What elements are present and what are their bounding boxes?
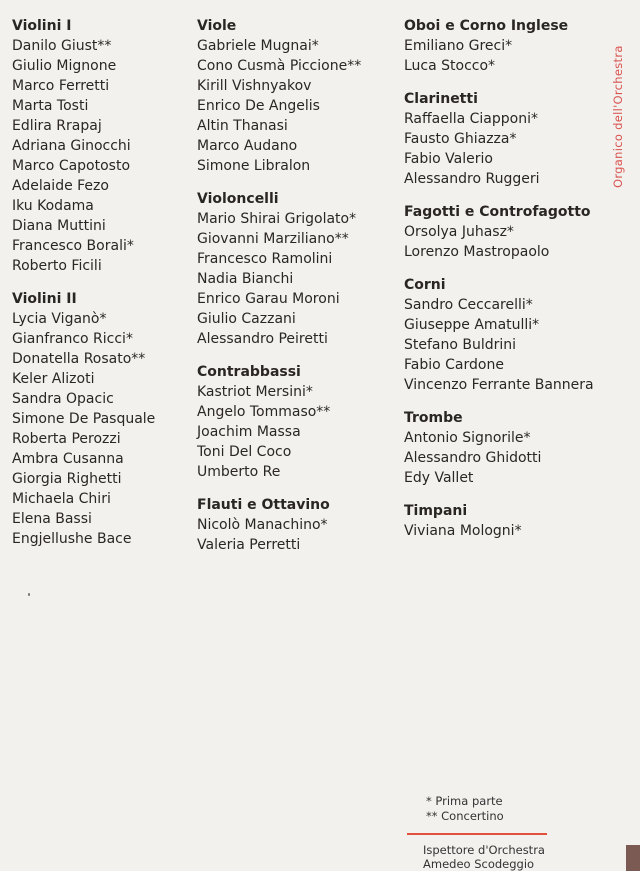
section (404, 408, 614, 488)
musician-name: Danilo Giust** (12, 38, 112, 54)
musician-name: Adriana Ginocchi (12, 138, 131, 154)
musician-name: Nadia Bianchi (197, 271, 294, 287)
musician-name: Raffaella Ciapponi* (404, 111, 538, 127)
musician-name: Giulio Mignone (12, 58, 117, 74)
column-3 (404, 16, 614, 554)
musician-name: Fausto Ghiazza* (404, 131, 517, 147)
section (404, 275, 614, 395)
section-title: Corni (404, 277, 446, 293)
musician-name: Edy Vallet (404, 470, 474, 486)
section-title: Violini I (12, 18, 72, 34)
musician-name: Fabio Valerio (404, 151, 493, 167)
section-title: Violini II (12, 291, 77, 307)
section (12, 16, 188, 276)
footnotes (426, 794, 504, 824)
musician-name: Emiliano Greci* (404, 38, 513, 54)
footnote-concertino: ** Concertino (426, 809, 504, 823)
musician-name: Orsolya Juhasz* (404, 224, 514, 240)
section-title: Oboi e Corno Inglese (404, 18, 569, 34)
musician-name: Gabriele Mugnai* (197, 38, 319, 54)
musician-name: Kastriot Mersini* (197, 384, 313, 400)
section (404, 202, 614, 262)
musician-name: Marco Capotosto (12, 158, 131, 174)
section-title: Violoncelli (197, 191, 279, 207)
musician-name: Simone De Pasquale (12, 411, 156, 427)
paper-speck (28, 593, 30, 596)
musician-name: Diana Muttini (12, 218, 106, 234)
section (404, 89, 614, 189)
musician-name: Altin Thanasi (197, 118, 288, 134)
musician-name: Roberto Ficili (12, 258, 102, 274)
musician-name: Giuseppe Amatulli* (404, 317, 540, 333)
musician-name: Francesco Ramolini (197, 251, 333, 267)
musician-name: Marco Ferretti (12, 78, 110, 94)
section (197, 16, 397, 176)
musician-name: Enrico Garau Moroni (197, 291, 340, 307)
musician-name: Umberto Re (197, 464, 281, 480)
musician-name: Roberta Perozzi (12, 431, 121, 447)
section (197, 362, 397, 482)
musician-name: Enrico De Angelis (197, 98, 320, 114)
musician-name: Donatella Rosato** (12, 351, 146, 367)
musician-name: Angelo Tommaso** (197, 404, 331, 420)
musician-name: Fabio Cardone (404, 357, 504, 373)
musician-name: Antonio Signorile* (404, 430, 531, 446)
musician-name: Simone Libralon (197, 158, 311, 174)
musician-name: Marco Audano (197, 138, 298, 154)
section-title: Timpani (404, 503, 468, 519)
section (197, 189, 397, 349)
section (12, 289, 188, 549)
section (404, 501, 614, 541)
musician-name: Alessandro Ghidotti (404, 450, 542, 466)
side-title: Organico dell'Orchestra (611, 45, 625, 188)
musician-name: Valeria Perretti (197, 537, 301, 553)
footnote-prima-parte: * Prima parte (426, 794, 503, 808)
musician-name: Stefano Buldrini (404, 337, 517, 353)
column-1 (12, 16, 188, 562)
musician-name: Michaela Chiri (12, 491, 111, 507)
musician-name: Gianfranco Ricci* (12, 331, 133, 347)
red-divider (407, 833, 547, 835)
musician-name: Elena Bassi (12, 511, 92, 527)
section-title: Viole (197, 18, 237, 34)
musician-name: Keler Alizoti (12, 371, 95, 387)
musician-name: Nicolò Manachino* (197, 517, 328, 533)
musician-name: Vincenzo Ferrante Bannera (404, 377, 594, 393)
musician-name: Marta Tosti (12, 98, 89, 114)
musician-name: Alessandro Peiretti (197, 331, 328, 347)
section (197, 495, 397, 555)
section-title: Trombe (404, 410, 463, 426)
musician-name: Francesco Borali* (12, 238, 134, 254)
musician-name: Cono Cusmà Piccione** (197, 58, 362, 74)
musician-name: Luca Stocco* (404, 58, 496, 74)
inspector-block (423, 843, 545, 871)
musician-name: Mario Shirai Grigolato* (197, 211, 357, 227)
musician-name: Giorgia Righetti (12, 471, 122, 487)
musician-name: Giulio Cazzani (197, 311, 296, 327)
musician-name: Giovanni Marziliano** (197, 231, 349, 247)
musician-name: Iku Kodama (12, 198, 94, 214)
musician-name: Sandro Ceccarelli* (404, 297, 533, 313)
section-title: Contrabbassi (197, 364, 301, 380)
inspector-label: Ispettore d'Orchestra (423, 843, 545, 857)
musician-name: Ambra Cusanna (12, 451, 124, 467)
musician-name: Sandra Opacic (12, 391, 114, 407)
musician-name: Toni Del Coco (197, 444, 292, 460)
musician-name: Viviana Mologni* (404, 523, 522, 539)
musician-name: Adelaide Fezo (12, 178, 109, 194)
page-edge-shadow (626, 845, 640, 871)
musician-name: Lorenzo Mastropaolo (404, 244, 550, 260)
musician-name: Edlira Rrapaj (12, 118, 102, 134)
column-2 (197, 16, 397, 568)
section-title: Fagotti e Controfagotto (404, 204, 591, 220)
musician-name: Alessandro Ruggeri (404, 171, 540, 187)
section-title: Flauti e Ottavino (197, 497, 330, 513)
musician-name: Kirill Vishnyakov (197, 78, 312, 94)
musician-name: Lycia Viganò* (12, 311, 107, 327)
section-title: Clarinetti (404, 91, 478, 107)
musician-name: Joachim Massa (197, 424, 301, 440)
musician-name: Engjellushe Bace (12, 531, 132, 547)
section (404, 16, 614, 76)
inspector-name: Amedeo Scodeggio (423, 857, 535, 871)
